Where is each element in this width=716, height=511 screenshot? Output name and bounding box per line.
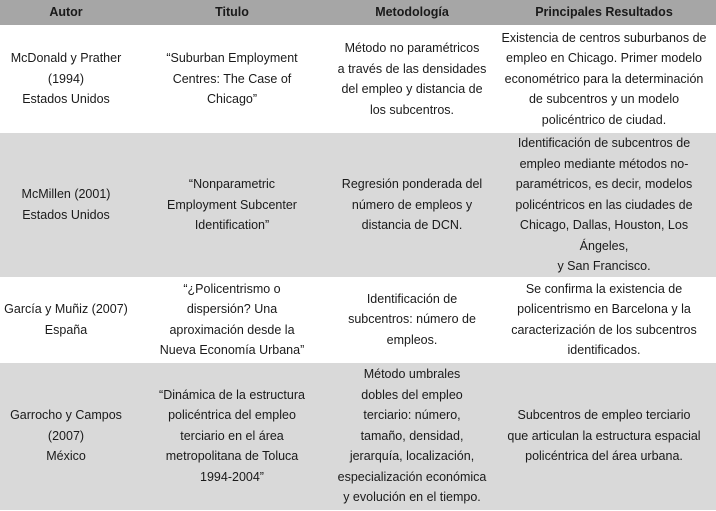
header-metodologia: Metodología [332, 0, 492, 26]
cell-autor: García y Muñiz (2007) España [0, 277, 132, 362]
header-principales-resultados: Principales Resultados [492, 0, 716, 26]
table-row [0, 133, 716, 278]
cell-metodologia: Identificación de subcentros: número de empleos. [332, 277, 492, 362]
cell-resultados: Subcentros de empleo terciario que articulan la estructura espacial policéntrica del área urbana. [492, 362, 716, 510]
cell-resultados: Existencia de centros suburbanos de empleo en Chicago. Primer modelo econométrico para la determinación de subcentros y un modelo policéntrico de ciudad. [492, 26, 716, 133]
cell-titulo: “¿Policentrismo o dispersión? Una aproximación desde la Nueva Economía Urbana” [132, 277, 332, 362]
header-autor: Autor [0, 0, 132, 26]
table-row [0, 277, 716, 362]
table-header [0, 0, 716, 26]
cell-metodologia: Método no paramétricos a través de las densidades del empleo y distancia de los subcentros. [332, 26, 492, 133]
cell-autor: Garrocho y Campos (2007) México [0, 362, 132, 510]
cell-resultados: Identificación de subcentros de empleo mediante métodos no- paramétricos, es decir, modelos policéntricos en las ciudades de Chicago, Dallas, Houston, Los Ángeles, y San Francisco. [492, 133, 716, 278]
cell-resultados: Se confirma la existencia de policentrismo en Barcelona y la caracterización de los subcentros identificados. [492, 277, 716, 362]
cell-titulo: “Suburban Employment Centres: The Case of Chicago” [132, 26, 332, 133]
table-row [0, 26, 716, 133]
table-body [0, 26, 716, 511]
cell-metodologia: Método umbrales dobles del empleo terciario: número, tamaño, densidad, jerarquía, localización, especialización económica y evolución en el tiempo. [332, 362, 492, 510]
cell-metodologia: Regresión ponderada del número de empleos y distancia de DCN. [332, 133, 492, 278]
cell-autor: McMillen (2001) Estados Unidos [0, 133, 132, 278]
cell-autor: McDonald y Prather (1994) Estados Unidos [0, 26, 132, 133]
cell-titulo: “Nonparametric Employment Subcenter Identification” [132, 133, 332, 278]
header-titulo: Titulo [132, 0, 332, 26]
cell-titulo: “Dinámica de la estructura policéntrica del empleo terciario en el área metropolitana de Toluca 1994-2004” [132, 362, 332, 510]
table-row [0, 362, 716, 510]
header-row [0, 0, 716, 26]
